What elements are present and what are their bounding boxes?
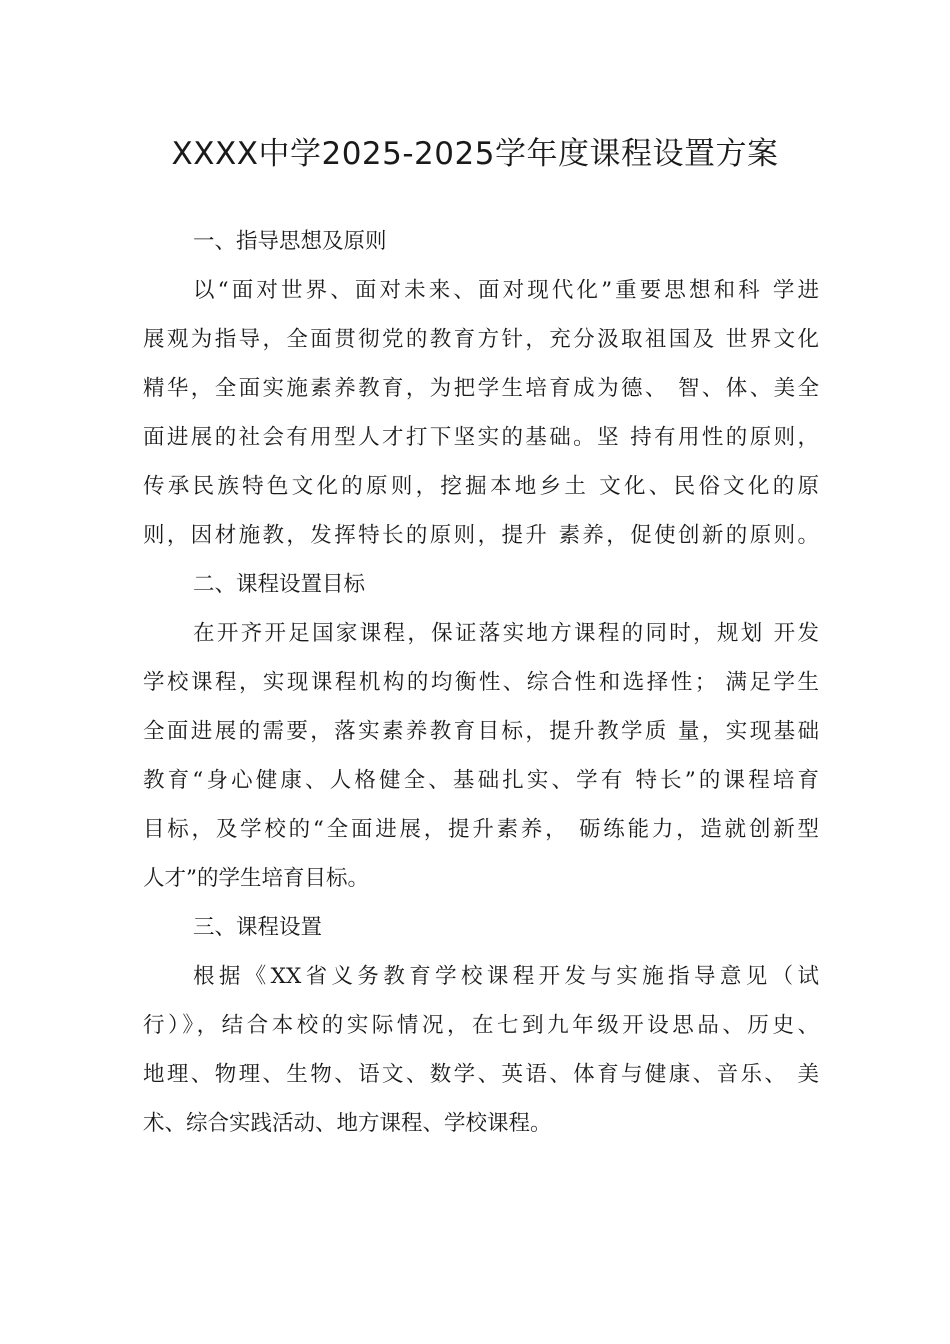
section-heading-course-setup: 三、课程设置 <box>193 915 323 940</box>
paragraph-line: 精华，全面实施素养教育，为把学生培育成为德、 智、体、美全 <box>143 376 819 401</box>
paragraph-line: 学校课程，实现课程机构的均衡性、综合性和选择性； 满足学生 <box>143 670 819 695</box>
section-paragraph-course-setup <box>143 952 819 1148</box>
paragraph-line: 根据《XX省义务教育学校课程开发与实施指导意见（试 <box>193 964 819 989</box>
paragraph-line: 术、综合实践活动、地方课程、学校课程。 <box>143 1111 552 1136</box>
paragraph-line: 地理、物理、生物、语文、数学、英语、体育与健康、音乐、 美 <box>143 1062 819 1087</box>
paragraph-line: 展观为指导，全面贯彻党的教育方针，充分汲取祖国及 世界文化 <box>143 327 819 352</box>
paragraph-line: 以“面对世界、面对未来、面对现代化”重要思想和科 学进 <box>193 278 819 303</box>
paragraph-line: 则，因材施教，发挥特长的原则，提升 素养，促使创新的原则。 <box>143 523 819 548</box>
section-paragraph-guiding-principles <box>143 266 819 560</box>
paragraph-line: 行）》，结合本校的实际情况，在七到九年级开设思品、历史、 <box>143 1013 819 1038</box>
paragraph-line: 目标，及学校的“全面进展，提升素养， 砺练能力，造就创新型 <box>143 817 819 842</box>
paragraph-line: 教育“身心健康、人格健全、基础扎实、学有 特长”的课程培育 <box>143 768 819 793</box>
section-paragraph-course-goals <box>143 609 819 903</box>
section-heading-guiding-principles: 一、指导思想及原则 <box>193 229 387 254</box>
document-title: XXXX中学2025-2025学年度课程设置方案 <box>171 136 779 172</box>
section-heading-course-goals: 二、课程设置目标 <box>193 572 366 597</box>
paragraph-line: 在开齐开足国家课程，保证落实地方课程的同时，规划 开发 <box>193 621 819 646</box>
paragraph-line: 人才”的学生培育目标。 <box>143 866 369 891</box>
paragraph-line: 全面进展的需要，落实素养教育目标，提升教学质 量，实现基础 <box>143 719 819 744</box>
paragraph-line: 面进展的社会有用型人才打下坚实的基础。坚 持有用性的原则， <box>143 425 819 450</box>
document-body <box>143 217 819 1148</box>
paragraph-line: 传承民族特色文化的原则，挖掘本地乡土 文化、民俗文化的原 <box>143 474 819 499</box>
